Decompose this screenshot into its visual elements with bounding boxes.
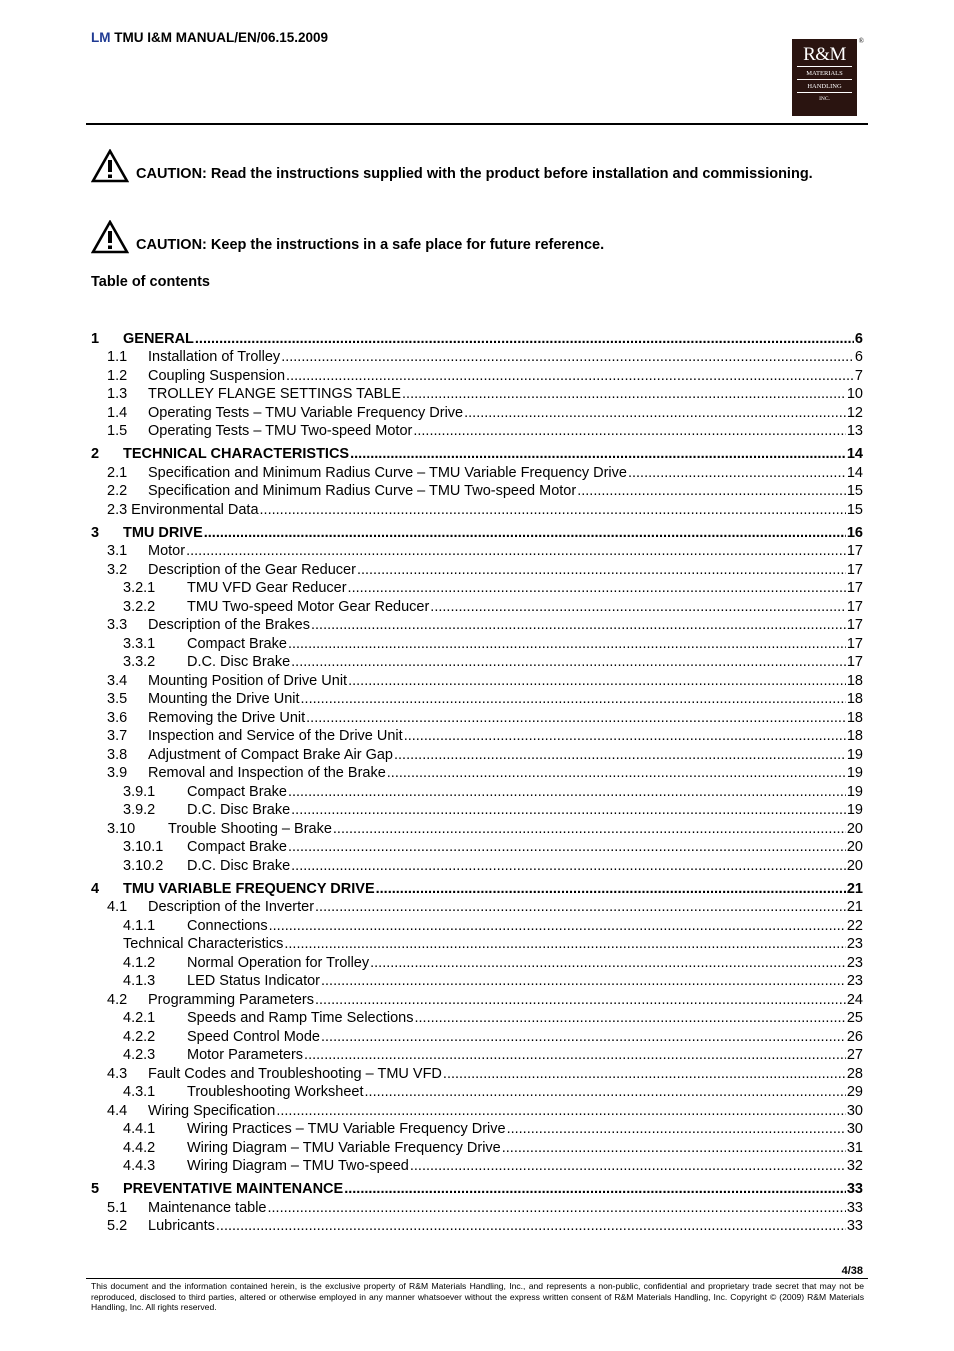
toc-entry-number: 3.10.2 [123, 857, 164, 874]
toc-dot-leader [344, 1180, 846, 1198]
toc-entry[interactable] [91, 1064, 863, 1083]
toc-entry[interactable] [91, 403, 863, 422]
toc-entry-title: Speed Control Mode [187, 1028, 320, 1045]
toc-dot-leader [350, 445, 846, 463]
toc-entry[interactable] [91, 690, 863, 709]
toc-dot-leader [276, 1102, 846, 1120]
warning-triangle-icon [91, 149, 129, 183]
toc-entry-number: 2.1 [107, 464, 128, 481]
toc-dot-leader [404, 727, 846, 745]
toc-entry-number: 4 [91, 880, 100, 897]
toc-dot-leader [348, 672, 846, 690]
toc-entry-number: 4.2.3 [123, 1047, 156, 1064]
toc-entry[interactable] [91, 879, 863, 898]
toc-entry[interactable] [91, 1120, 863, 1139]
toc-entry[interactable] [91, 972, 863, 991]
toc-entry-page: 28 [846, 1065, 863, 1082]
toc-entry-title: Normal Operation for Trolley [187, 954, 370, 971]
toc-entry-number: 4.2.2 [123, 1028, 156, 1045]
table-of-contents [91, 329, 863, 1235]
toc-entry-number: 1.2 [107, 367, 128, 384]
toc-entry-page: 23 [846, 936, 863, 953]
toc-entry-number: 3.10.1 [123, 839, 164, 856]
toc-entry[interactable] [91, 463, 863, 482]
page-number: 4/38 [841, 1265, 863, 1277]
toc-entry-title: Motor Parameters [187, 1047, 304, 1064]
toc-dot-leader [507, 1120, 846, 1138]
toc-entry-title: Operating Tests – TMU Two-speed Motor [148, 423, 413, 439]
toc-entry[interactable] [91, 560, 863, 579]
toc-entry-title: Description of the Brakes [148, 617, 310, 634]
header-title: TMU I&M MANUAL/EN/06.15.2009 [110, 30, 329, 45]
toc-entry-number: 4.4.1 [123, 1121, 156, 1138]
toc-entry-page: 32 [846, 1158, 863, 1175]
toc-entry-title: D.C. Disc Brake [187, 654, 291, 671]
toc-entry[interactable] [91, 1046, 863, 1065]
toc-entry[interactable] [91, 366, 863, 385]
toc-entry[interactable] [91, 1009, 863, 1028]
toc-entry-page: 12 [846, 404, 863, 421]
toc-entry[interactable] [91, 856, 863, 875]
toc-dot-leader [216, 1217, 846, 1235]
toc-entry-number: 3 [91, 524, 100, 541]
toc-entry-title: Operating Tests – TMU Variable Frequency Drive [148, 404, 464, 421]
toc-dot-leader [284, 935, 845, 953]
toc-dot-leader [195, 330, 854, 348]
toc-entry[interactable] [91, 708, 863, 727]
toc-entry-title: Troubleshooting Worksheet [187, 1084, 364, 1101]
toc-entry[interactable] [91, 445, 863, 464]
toc-entry[interactable] [91, 764, 863, 783]
toc-entry-page: 6 [854, 349, 863, 365]
toc-entry-title: TMU DRIVE [123, 524, 203, 541]
toc-entry-page: 17 [846, 654, 863, 671]
toc-entry-page: 30 [846, 1102, 863, 1119]
toc-dot-leader [415, 1009, 846, 1027]
toc-entry[interactable] [91, 953, 863, 972]
toc-dot-leader [186, 542, 846, 560]
toc-entry-number: 3.3.2 [123, 654, 156, 671]
toc-entry-title: TROLLEY FLANGE SETTINGS TABLE [148, 386, 402, 402]
toc-dot-leader [443, 1065, 846, 1083]
toc-entry-number: 5 [91, 1181, 100, 1198]
toc-entry-number: 4.3 [107, 1065, 128, 1082]
toc-entry-title: Removing the Drive Unit [148, 709, 306, 726]
toc-entry[interactable] [91, 616, 863, 635]
toc-entry-page: 16 [846, 524, 863, 541]
toc-entry-page: 10 [846, 386, 863, 402]
toc-dot-leader [402, 385, 846, 403]
toc-dot-leader [315, 991, 846, 1009]
toc-entry-title: Compact Brake [187, 839, 287, 856]
toc-entry[interactable] [91, 542, 863, 561]
toc-dot-leader [288, 635, 846, 653]
toc-dot-leader [304, 1046, 846, 1064]
toc-entry[interactable] [91, 653, 863, 672]
toc-entry[interactable] [91, 482, 863, 501]
toc-entry-title: Specification and Minimum Radius Curve – TMU Two-speed Motor [148, 483, 577, 500]
toc-entry[interactable] [91, 1217, 863, 1236]
logo-line4: INC. [819, 96, 830, 102]
toc-entry[interactable] [91, 1198, 863, 1217]
toc-entry-page: 31 [846, 1139, 863, 1156]
toc-entry-number: 4.1 [107, 899, 128, 916]
toc-entry-number: 3.3.1 [123, 635, 156, 652]
toc-entry[interactable] [91, 838, 863, 857]
toc-entry-title: D.C. Disc Brake [187, 857, 291, 874]
toc-entry-number: 2 [91, 446, 100, 463]
toc-entry-title: Technical Characteristics [123, 936, 284, 953]
toc-entry-page: 17 [846, 561, 863, 578]
toc-dot-leader [413, 422, 846, 440]
toc-dot-leader [502, 1139, 846, 1157]
toc-dot-leader [321, 972, 846, 990]
toc-dot-leader [269, 917, 846, 935]
toc-entry[interactable] [91, 916, 863, 935]
toc-entry-number: 4.2 [107, 991, 128, 1008]
toc-entry-page: 33 [846, 1218, 863, 1235]
toc-entry-number: 3.2 [107, 561, 128, 578]
toc-entry[interactable] [91, 990, 863, 1009]
toc-entry-page: 19 [846, 765, 863, 782]
toc-dot-leader [288, 783, 846, 801]
toc-dot-leader [410, 1157, 846, 1175]
toc-entry-number: 4.1.1 [123, 917, 156, 934]
confidentiality-footer: This document and the information contained herein, is the exclusive property of R&M Materials Handling, Inc., and represents a non-public, confidential and proprietary trade secret that may not be reproduced, disclosed to third parties, altered or otherwise employed in any manner whatsoever without the express written consent of R&M Materials Handling, Inc. Copyright © (2009) R&M Materials Handling, Inc. All rights reserved. [91, 1281, 864, 1312]
toc-entry[interactable] [91, 898, 863, 917]
toc-entry-page: 33 [846, 1181, 863, 1198]
toc-entry[interactable] [91, 1157, 863, 1176]
toc-entry-title: Installation of Trolley [148, 349, 281, 365]
toc-entry-title: 2.3 Environmental Data [107, 501, 259, 518]
toc-entry-page: 14 [846, 446, 863, 463]
toc-entry-number: 3.7 [107, 728, 128, 745]
toc-entry-page: 21 [846, 899, 863, 916]
toc-entry-title: Mounting Position of Drive Unit [148, 672, 348, 689]
toc-entry-page: 19 [846, 783, 863, 800]
warning-triangle-icon [91, 220, 129, 254]
toc-entry-page: 20 [846, 839, 863, 856]
toc-entry-number: 1.1 [107, 349, 128, 365]
toc-entry-page: 26 [846, 1028, 863, 1045]
toc-entry[interactable] [91, 634, 863, 653]
toc-entry-number: 4.3.1 [123, 1084, 156, 1101]
toc-entry[interactable] [91, 935, 863, 954]
toc-entry-title: Compact Brake [187, 635, 287, 652]
toc-entry-title: LED Status Indicator [187, 973, 320, 990]
toc-dot-leader [268, 1199, 846, 1217]
toc-entry-title: TMU VARIABLE FREQUENCY DRIVE [123, 880, 375, 897]
toc-entry[interactable] [91, 523, 863, 542]
toc-entry-number: 3.2.2 [123, 598, 156, 615]
toc-entry[interactable] [91, 1180, 863, 1199]
toc-dot-leader [394, 746, 846, 764]
toc-dot-leader [321, 1028, 846, 1046]
toc-entry-title: Description of the Inverter [148, 899, 315, 916]
toc-entry-title: Maintenance table [148, 1199, 267, 1216]
toc-entry-page: 18 [846, 728, 863, 745]
toc-dot-leader [387, 764, 846, 782]
toc-entry[interactable] [91, 782, 863, 801]
toc-entry-title: Wiring Specification [148, 1102, 276, 1119]
toc-entry-number: 4.4.3 [123, 1158, 156, 1175]
toc-entry-title: Trouble Shooting – Brake [168, 820, 332, 837]
toc-entry-title: Wiring Diagram – TMU Variable Frequency Drive [187, 1139, 501, 1156]
toc-entry[interactable] [91, 500, 863, 519]
toc-entry-number: 1.5 [107, 423, 128, 439]
toc-entry-number: 3.10 [107, 820, 136, 837]
logo-line2: MATERIALS [797, 67, 852, 80]
toc-entry-number: 3.1 [107, 543, 128, 560]
toc-dot-leader [577, 482, 846, 500]
toc-dot-leader [333, 820, 846, 838]
toc-entry-page: 17 [846, 543, 863, 560]
toc-dot-leader [357, 561, 846, 579]
toc-entry-page: 15 [846, 483, 863, 500]
footer-divider [86, 1278, 868, 1279]
toc-entry[interactable] [91, 1027, 863, 1046]
toc-entry-number: 4.1.2 [123, 954, 156, 971]
toc-entry-number: 4.4.2 [123, 1139, 156, 1156]
toc-entry-title: D.C. Disc Brake [187, 802, 291, 819]
toc-entry-page: 17 [846, 635, 863, 652]
toc-entry-page: 20 [846, 857, 863, 874]
toc-dot-leader [291, 857, 846, 875]
toc-entry-number: 1.4 [107, 404, 128, 421]
toc-entry[interactable] [91, 1083, 863, 1102]
toc-entry[interactable] [91, 348, 863, 367]
toc-entry-page: 18 [846, 672, 863, 689]
toc-entry[interactable] [91, 329, 863, 348]
toc-entry-page: 33 [846, 1199, 863, 1216]
toc-entry-page: 19 [846, 802, 863, 819]
rm-logo [792, 37, 864, 116]
toc-entry-title: Removal and Inspection of the Brake [148, 765, 386, 782]
toc-entry-title: GENERAL [123, 330, 194, 347]
toc-entry-number: 3.9.1 [123, 783, 156, 800]
toc-dot-leader [348, 579, 846, 597]
toc-entry-number: 3.2.1 [123, 580, 156, 597]
toc-entry-title: Wiring Practices – TMU Variable Frequency Drive [187, 1121, 506, 1138]
toc-entry[interactable] [91, 422, 863, 441]
toc-entry-number: 4.1.3 [123, 973, 156, 990]
toc-entry-number: 4.4 [107, 1102, 128, 1119]
toc-entry-page: 25 [846, 1010, 863, 1027]
toc-entry-number: 5.2 [107, 1218, 128, 1235]
toc-entry-page: 24 [846, 991, 863, 1008]
toc-dot-leader [291, 653, 846, 671]
toc-entry-page: 17 [846, 598, 863, 615]
toc-dot-leader [430, 598, 846, 616]
toc-dot-leader [281, 348, 854, 366]
toc-entry-title: TMU VFD Gear Reducer [187, 580, 347, 597]
toc-entry[interactable] [91, 597, 863, 616]
toc-entry[interactable] [91, 1138, 863, 1157]
caution-text-2: CAUTION: Keep the instructions in a safe place for future reference. [136, 237, 605, 253]
toc-entry-number: 4.2.1 [123, 1010, 156, 1027]
toc-dot-leader [260, 501, 846, 519]
toc-entry[interactable] [91, 801, 863, 820]
toc-entry-page: 22 [846, 917, 863, 934]
toc-dot-leader [301, 690, 846, 708]
toc-dot-leader [628, 464, 846, 482]
toc-entry-title: Programming Parameters [148, 991, 314, 1008]
toc-entry-page: 13 [846, 423, 863, 439]
toc-entry-number: 3.9.2 [123, 802, 156, 819]
toc-entry-page: 23 [846, 954, 863, 971]
toc-entry[interactable] [91, 385, 863, 404]
toc-entry-page: 21 [846, 880, 863, 897]
toc-entry-page: 7 [854, 367, 863, 384]
toc-entry[interactable] [91, 579, 863, 598]
toc-entry-title: Fault Codes and Troubleshooting – TMU VFD [148, 1065, 442, 1082]
toc-dot-leader [306, 709, 846, 727]
toc-entry-page: 18 [846, 709, 863, 726]
toc-entry-page: 17 [846, 580, 863, 597]
toc-entry-title: Wiring Diagram – TMU Two-speed [187, 1158, 409, 1175]
logo-line3: HANDLING [797, 80, 852, 93]
toc-entry-title: Adjustment of Compact Brake Air Gap [148, 746, 393, 763]
toc-entry-page: 15 [846, 501, 863, 518]
toc-dot-leader [370, 954, 846, 972]
toc-entry[interactable] [91, 671, 863, 690]
toc-entry-page: 17 [846, 617, 863, 634]
toc-dot-leader [286, 367, 854, 385]
toc-entry[interactable] [91, 819, 863, 838]
toc-entry-page: 6 [854, 330, 863, 347]
toc-entry-number: 3.9 [107, 765, 128, 782]
toc-entry-title: TECHNICAL CHARACTERISTICS [123, 446, 350, 463]
caution-notice-2 [91, 236, 864, 255]
document-header [91, 30, 328, 45]
caution-text-1: CAUTION: Read the instructions supplied with the product before installation and commissioning. [136, 166, 813, 182]
toc-entry-title: Compact Brake [187, 783, 287, 800]
toc-entry-number: 3.3 [107, 617, 128, 634]
header-divider [86, 123, 868, 125]
header-prefix: LM [91, 30, 111, 45]
toc-dot-leader [464, 404, 846, 422]
toc-entry-title: Motor [148, 543, 186, 560]
toc-entry-number: 3.6 [107, 709, 128, 726]
toc-entry-title: Specification and Minimum Radius Curve – TMU Variable Frequency Drive [148, 464, 627, 481]
toc-entry-page: 27 [846, 1047, 863, 1064]
toc-entry[interactable] [91, 727, 863, 746]
toc-entry-number: 2.2 [107, 483, 128, 500]
toc-entry-title: Speeds and Ramp Time Selections [187, 1010, 414, 1027]
toc-entry-page: 18 [846, 691, 863, 708]
toc-entry-page: 30 [846, 1121, 863, 1138]
toc-title: Table of contents [91, 274, 210, 290]
toc-entry-page: 14 [846, 464, 863, 481]
toc-entry-title: Inspection and Service of the Drive Unit [148, 728, 403, 745]
toc-entry-page: 20 [846, 820, 863, 837]
toc-entry[interactable] [91, 745, 863, 764]
toc-entry-title: Description of the Gear Reducer [148, 561, 356, 578]
toc-entry-number: 3.4 [107, 672, 128, 689]
toc-dot-leader [311, 616, 846, 634]
toc-dot-leader [288, 838, 846, 856]
toc-dot-leader [315, 898, 846, 916]
toc-entry-title: Coupling Suspension [148, 367, 286, 384]
registered-mark: ® [858, 37, 864, 45]
toc-dot-leader [204, 524, 846, 542]
toc-entry-title: TMU Two-speed Motor Gear Reducer [187, 598, 430, 615]
toc-dot-leader [365, 1083, 846, 1101]
toc-entry-page: 23 [846, 973, 863, 990]
toc-entry-number: 3.5 [107, 691, 128, 708]
toc-entry[interactable] [91, 1101, 863, 1120]
toc-entry-number: 5.1 [107, 1199, 128, 1216]
logo-line1: R&M [797, 45, 852, 67]
caution-notice-1 [91, 165, 864, 184]
toc-entry-number: 1.3 [107, 386, 128, 402]
toc-entry-number: 3.8 [107, 746, 128, 763]
toc-entry-page: 29 [846, 1084, 863, 1101]
toc-dot-leader [376, 880, 846, 898]
toc-entry-page: 19 [846, 746, 863, 763]
toc-entry-title: Lubricants [148, 1218, 215, 1235]
toc-entry-title: Mounting the Drive Unit [148, 691, 300, 708]
toc-dot-leader [291, 801, 846, 819]
toc-entry-number: 1 [91, 330, 100, 347]
toc-entry-title: PREVENTATIVE MAINTENANCE [123, 1181, 344, 1198]
toc-entry-title: Connections [187, 917, 268, 934]
